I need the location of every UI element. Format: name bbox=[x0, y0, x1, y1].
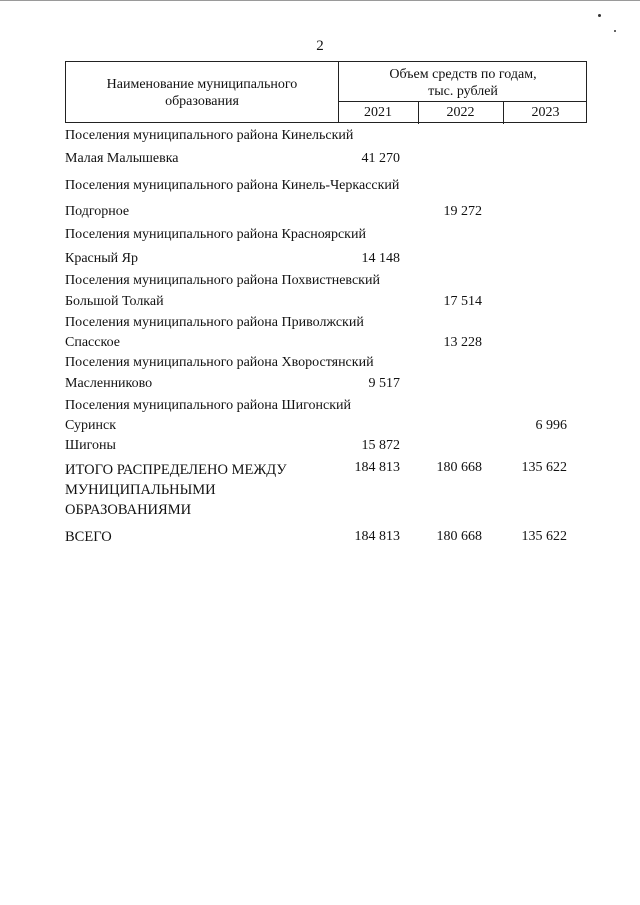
column-header-volume bbox=[338, 66, 588, 100]
header-divider bbox=[338, 101, 586, 102]
value-2021: 14 148 bbox=[361, 251, 400, 266]
year-header-2023: 2023 bbox=[531, 105, 560, 120]
settlement-name: Масленниково bbox=[65, 376, 153, 391]
scan-speck bbox=[614, 30, 616, 32]
total-distributed-label bbox=[65, 460, 287, 520]
total-distributed-2023: 135 622 bbox=[521, 460, 567, 475]
settlement-name: Шигоны bbox=[65, 438, 116, 453]
total-distributed-line: ИТОГО РАСПРЕДЕЛЕНО МЕЖДУ bbox=[65, 462, 287, 478]
column-header-volume-line: Объем средств по годам, bbox=[389, 67, 537, 82]
district-heading: Поселения муниципального района Похвистневский bbox=[65, 273, 380, 288]
scan-top-edge bbox=[0, 0, 640, 1]
value-2021: 15 872 bbox=[361, 438, 400, 453]
district-heading: Поселения муниципального района Хворостянский bbox=[65, 355, 374, 370]
grand-total-label: ВСЕГО bbox=[65, 529, 112, 545]
column-header-name bbox=[66, 76, 338, 110]
year-header-2021: 2021 bbox=[364, 105, 392, 120]
total-distributed-2022: 180 668 bbox=[436, 460, 482, 475]
scan-speck bbox=[598, 14, 601, 17]
year-header-2022: 2022 bbox=[446, 105, 475, 120]
total-distributed-line: МУНИЦИПАЛЬНЫМИ bbox=[65, 482, 216, 498]
settlement-name: Спасское bbox=[65, 335, 120, 350]
table-header bbox=[65, 61, 587, 123]
grand-total-2022: 180 668 bbox=[436, 529, 482, 544]
value-2022: 13 228 bbox=[443, 335, 482, 350]
grand-total-2023: 135 622 bbox=[521, 529, 567, 544]
total-distributed-line: ОБРАЗОВАНИЯМИ bbox=[65, 502, 192, 518]
district-heading: Поселения муниципального района Приволжский bbox=[65, 315, 364, 330]
value-2022: 17 514 bbox=[443, 294, 482, 309]
column-header-name-line: Наименование муниципального bbox=[106, 77, 298, 92]
value-2023: 6 996 bbox=[535, 418, 567, 433]
value-2022: 19 272 bbox=[443, 204, 482, 219]
value-2021: 41 270 bbox=[361, 151, 400, 166]
settlement-name: Большой Толкай bbox=[65, 294, 164, 309]
settlement-name: Суринск bbox=[65, 418, 116, 433]
settlement-name: Красный Яр bbox=[65, 251, 138, 266]
district-heading: Поселения муниципального района Кинель-Черкасский bbox=[65, 178, 400, 193]
column-header-volume-line: тыс. рублей bbox=[428, 84, 498, 99]
district-heading: Поселения муниципального района Красноярский bbox=[65, 227, 366, 242]
value-2021: 9 517 bbox=[368, 376, 400, 391]
settlement-name: Малая Малышевка bbox=[65, 151, 179, 166]
column-header-name-line: образования bbox=[165, 94, 239, 109]
settlement-name: Подгорное bbox=[65, 204, 130, 219]
district-heading: Поселения муниципального района Кинельский bbox=[65, 128, 354, 143]
grand-total-2021: 184 813 bbox=[354, 529, 400, 544]
district-heading: Поселения муниципального района Шигонский bbox=[65, 398, 352, 413]
page-number: 2 bbox=[316, 38, 324, 54]
total-distributed-2021: 184 813 bbox=[354, 460, 400, 475]
